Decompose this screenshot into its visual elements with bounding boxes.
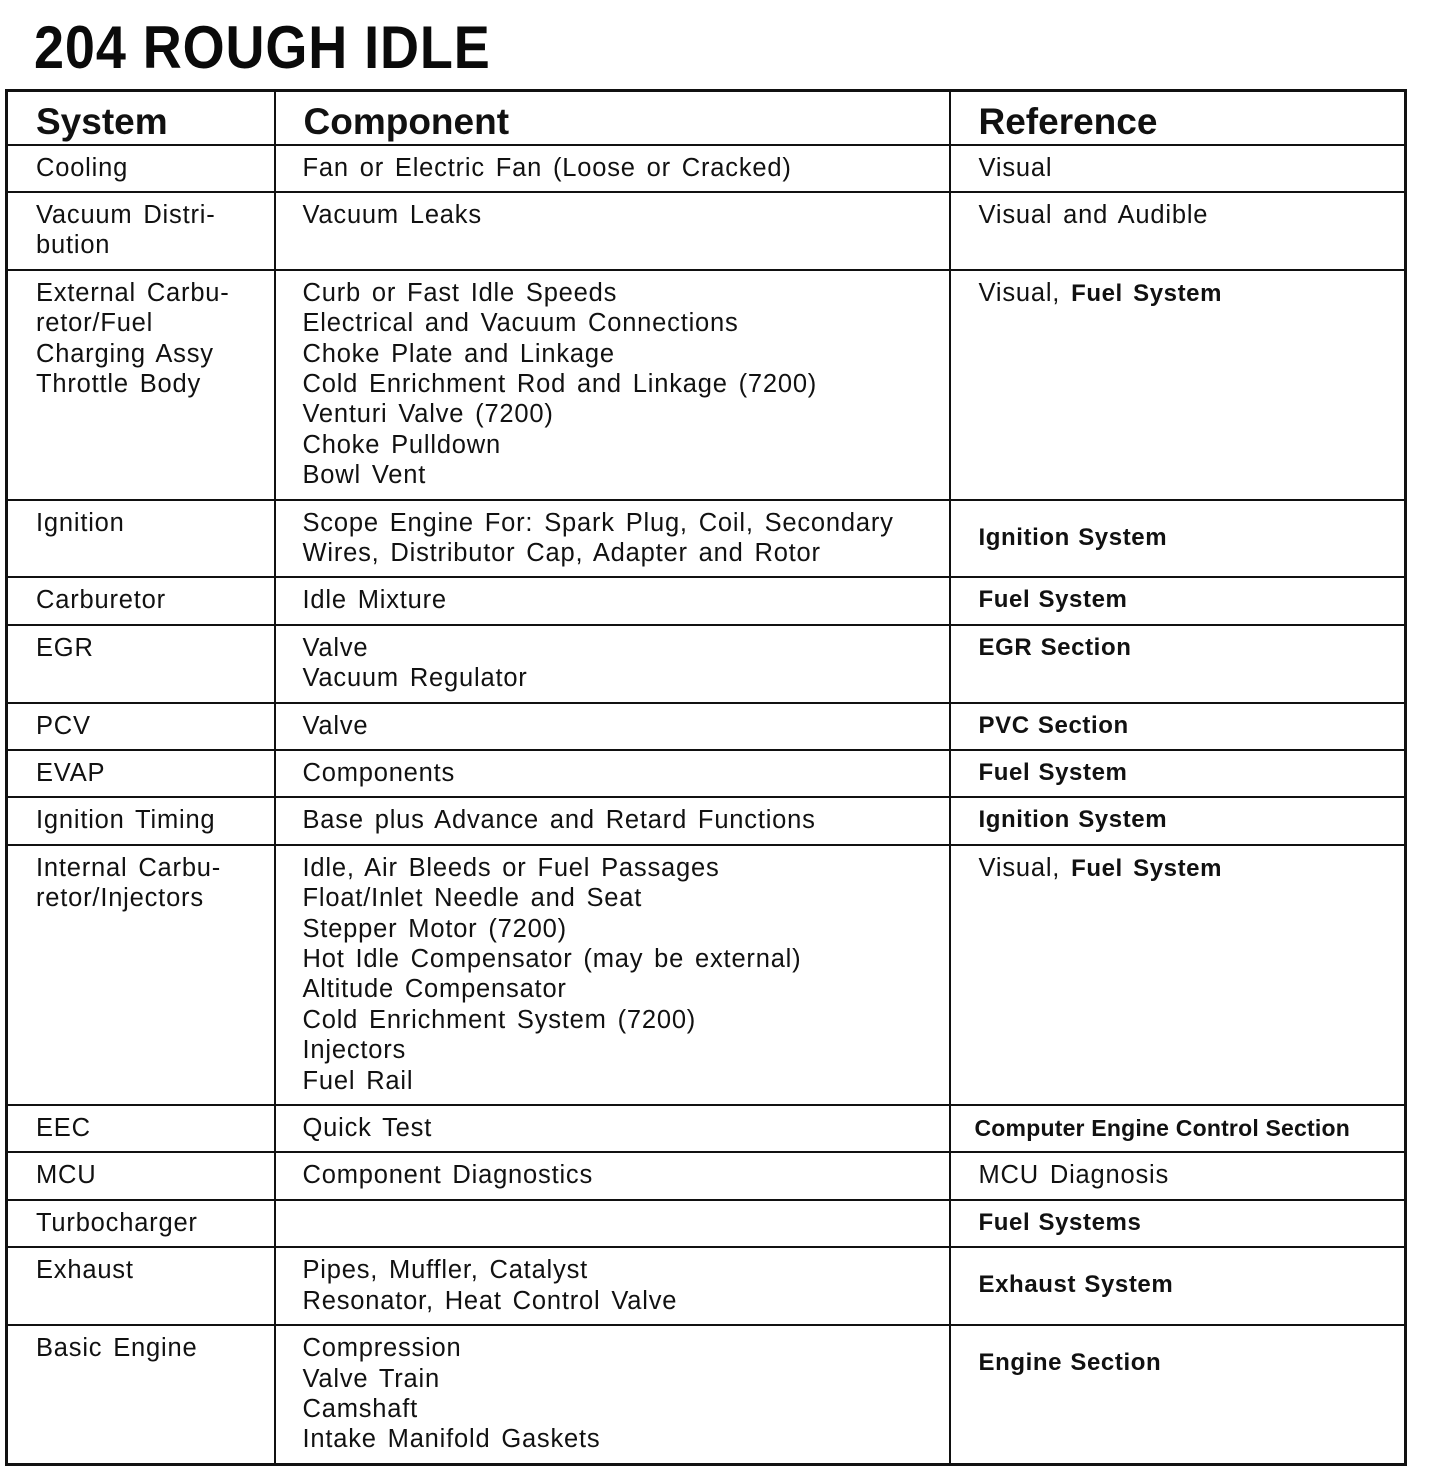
system-line: Ignition — [36, 508, 125, 537]
component-line: Injectors — [302, 1036, 407, 1065]
column-header-component: Component — [275, 91, 950, 145]
component-line: Vacuum Regulator — [302, 664, 528, 693]
table-row — [7, 192, 1406, 270]
component-cell — [275, 577, 950, 624]
component-line: Resonator, Heat Control Valve — [302, 1286, 678, 1315]
component-cell — [275, 750, 950, 797]
component-cell — [275, 1152, 950, 1199]
component-cell — [275, 192, 950, 270]
diagnosis-table — [5, 89, 1407, 1466]
reference-bold-text: EGR Section — [978, 633, 1132, 661]
system-cell — [7, 500, 275, 578]
component-line: Fan or Electric Fan (Loose or Cracked) — [302, 153, 792, 182]
reference-bold-text: Engine Section — [978, 1349, 1162, 1377]
table-row — [7, 1152, 1406, 1199]
system-line: EGR — [36, 633, 94, 662]
column-header-system: System — [7, 91, 275, 145]
component-line: Idle, Air Bleeds or Fuel Passages — [302, 853, 720, 882]
system-cell — [7, 577, 275, 624]
table-row — [7, 500, 1406, 578]
component-line: Electrical and Vacuum Connections — [302, 309, 739, 338]
reference-bold-text: Fuel System — [1071, 279, 1223, 307]
table-row — [7, 145, 1406, 192]
system-line: External Carbu- — [36, 278, 230, 307]
reference-text: Visual and Audible — [978, 200, 1209, 229]
page-title: 204 ROUGH IDLE — [34, 14, 491, 81]
system-cell — [7, 625, 275, 703]
reference-bold-text: Computer Engine Control Section — [974, 1115, 1350, 1142]
component-cell — [275, 1200, 950, 1247]
system-line: MCU — [36, 1161, 97, 1190]
component-line: Choke Pulldown — [302, 430, 501, 459]
reference-text: Visual, — [978, 853, 1061, 882]
system-line: Cooling — [36, 153, 129, 182]
component-line: Base plus Advance and Retard Functions — [302, 806, 816, 835]
component-cell — [275, 1247, 950, 1325]
system-cell — [7, 1152, 275, 1199]
reference-cell — [950, 750, 1406, 797]
column-header-reference: Reference — [950, 91, 1406, 145]
component-line: Cold Enrichment System (7200) — [302, 1005, 697, 1034]
reference-bold-text: Exhaust System — [978, 1271, 1174, 1299]
reference-bold-text: Fuel System — [1071, 854, 1223, 882]
component-cell — [275, 1105, 950, 1152]
reference-cell — [950, 845, 1406, 1105]
system-cell — [7, 797, 275, 844]
component-line: Quick Test — [302, 1114, 433, 1143]
system-cell — [7, 145, 275, 192]
component-line: Vacuum Leaks — [302, 200, 482, 229]
reference-cell — [950, 1247, 1406, 1325]
reference-bold-text: PVC Section — [978, 711, 1129, 739]
component-line: Curb or Fast Idle Speeds — [302, 278, 618, 307]
reference-cell — [950, 1105, 1406, 1152]
table-row — [7, 1200, 1406, 1247]
reference-cell — [950, 500, 1406, 578]
table-row — [7, 1247, 1406, 1325]
component-line: Component Diagnostics — [302, 1161, 594, 1190]
reference-bold-text: Ignition System — [978, 523, 1168, 551]
table-row — [7, 625, 1406, 703]
system-line: Internal Carbu- — [36, 853, 222, 882]
reference-cell — [950, 1200, 1406, 1247]
system-cell — [7, 1200, 275, 1247]
system-line: retor/Fuel — [36, 309, 154, 338]
reference-cell — [950, 1325, 1406, 1464]
system-line: Vacuum Distri- — [36, 200, 216, 229]
component-cell — [275, 797, 950, 844]
component-line: Float/Inlet Needle and Seat — [302, 884, 643, 913]
component-cell — [275, 703, 950, 750]
system-line: Basic Engine — [36, 1334, 198, 1363]
component-line: Cold Enrichment Rod and Linkage (7200) — [302, 369, 818, 398]
component-line: Valve — [302, 711, 369, 740]
component-cell — [275, 270, 950, 500]
component-line: Valve — [302, 633, 369, 662]
table-row — [7, 845, 1406, 1105]
component-line: Components — [302, 759, 456, 787]
reference-bold-text: Fuel System — [978, 586, 1128, 614]
system-line: EEC — [36, 1114, 91, 1143]
table-row — [7, 1105, 1406, 1152]
reference-bold-text: Fuel System — [978, 759, 1128, 786]
component-line: Idle Mixture — [302, 586, 447, 615]
component-line: Intake Manifold Gaskets — [302, 1425, 601, 1454]
system-cell — [7, 1247, 275, 1325]
system-line: EVAP — [36, 759, 106, 787]
component-line: Pipes, Muffler, Catalyst — [302, 1256, 589, 1285]
system-line: Ignition Timing — [36, 806, 216, 835]
component-line: Scope Engine For: Spark Plug, Coil, Secondary — [302, 508, 894, 537]
system-line: Charging Assy — [36, 339, 214, 368]
reference-cell — [950, 625, 1406, 703]
reference-text: MCU Diagnosis — [978, 1161, 1170, 1190]
component-line: Choke Plate and Linkage — [302, 339, 615, 368]
component-cell — [275, 500, 950, 578]
table-row — [7, 703, 1406, 750]
reference-cell — [950, 192, 1406, 270]
system-cell — [7, 270, 275, 500]
system-cell — [7, 750, 275, 797]
component-line: Venturi Valve (7200) — [302, 400, 554, 429]
component-line: Bowl Vent — [302, 461, 427, 490]
reference-bold-text: Ignition System — [978, 806, 1168, 834]
table-header-row — [7, 91, 1406, 145]
component-line: Fuel Rail — [302, 1066, 414, 1095]
reference-cell — [950, 577, 1406, 624]
system-line: Exhaust — [36, 1256, 134, 1285]
system-line: bution — [36, 231, 111, 260]
system-line: Turbocharger — [36, 1208, 198, 1237]
table-row — [7, 270, 1406, 500]
component-line: Wires, Distributor Cap, Adapter and Rotor — [302, 538, 821, 567]
component-cell — [275, 625, 950, 703]
reference-cell — [950, 703, 1406, 750]
table-row — [7, 577, 1406, 624]
system-cell — [7, 1105, 275, 1152]
component-line: Stepper Motor (7200) — [302, 914, 567, 943]
reference-bold-text: Fuel Systems — [978, 1208, 1142, 1236]
component-line: Camshaft — [302, 1394, 419, 1423]
reference-cell — [950, 1152, 1406, 1199]
component-line: Altitude Compensator — [302, 975, 567, 1004]
reference-text: Visual — [978, 153, 1053, 182]
table-row — [7, 797, 1406, 844]
system-cell — [7, 192, 275, 270]
reference-cell — [950, 145, 1406, 192]
component-cell — [275, 145, 950, 192]
table-row — [7, 750, 1406, 797]
system-line: Throttle Body — [36, 369, 202, 398]
reference-cell — [950, 270, 1406, 500]
component-cell — [275, 845, 950, 1105]
system-line: PCV — [36, 711, 91, 740]
reference-cell — [950, 797, 1406, 844]
system-cell — [7, 1325, 275, 1464]
component-line: Valve Train — [302, 1364, 440, 1393]
component-line: Hot Idle Compensator (may be external) — [302, 945, 802, 974]
table-row — [7, 1325, 1406, 1464]
reference-text: Visual, — [978, 278, 1061, 307]
system-cell — [7, 845, 275, 1105]
system-line: retor/Injectors — [36, 884, 204, 913]
system-line: Carburetor — [36, 586, 166, 615]
component-line: Compression — [302, 1334, 462, 1363]
component-cell — [275, 1325, 950, 1464]
system-cell — [7, 703, 275, 750]
